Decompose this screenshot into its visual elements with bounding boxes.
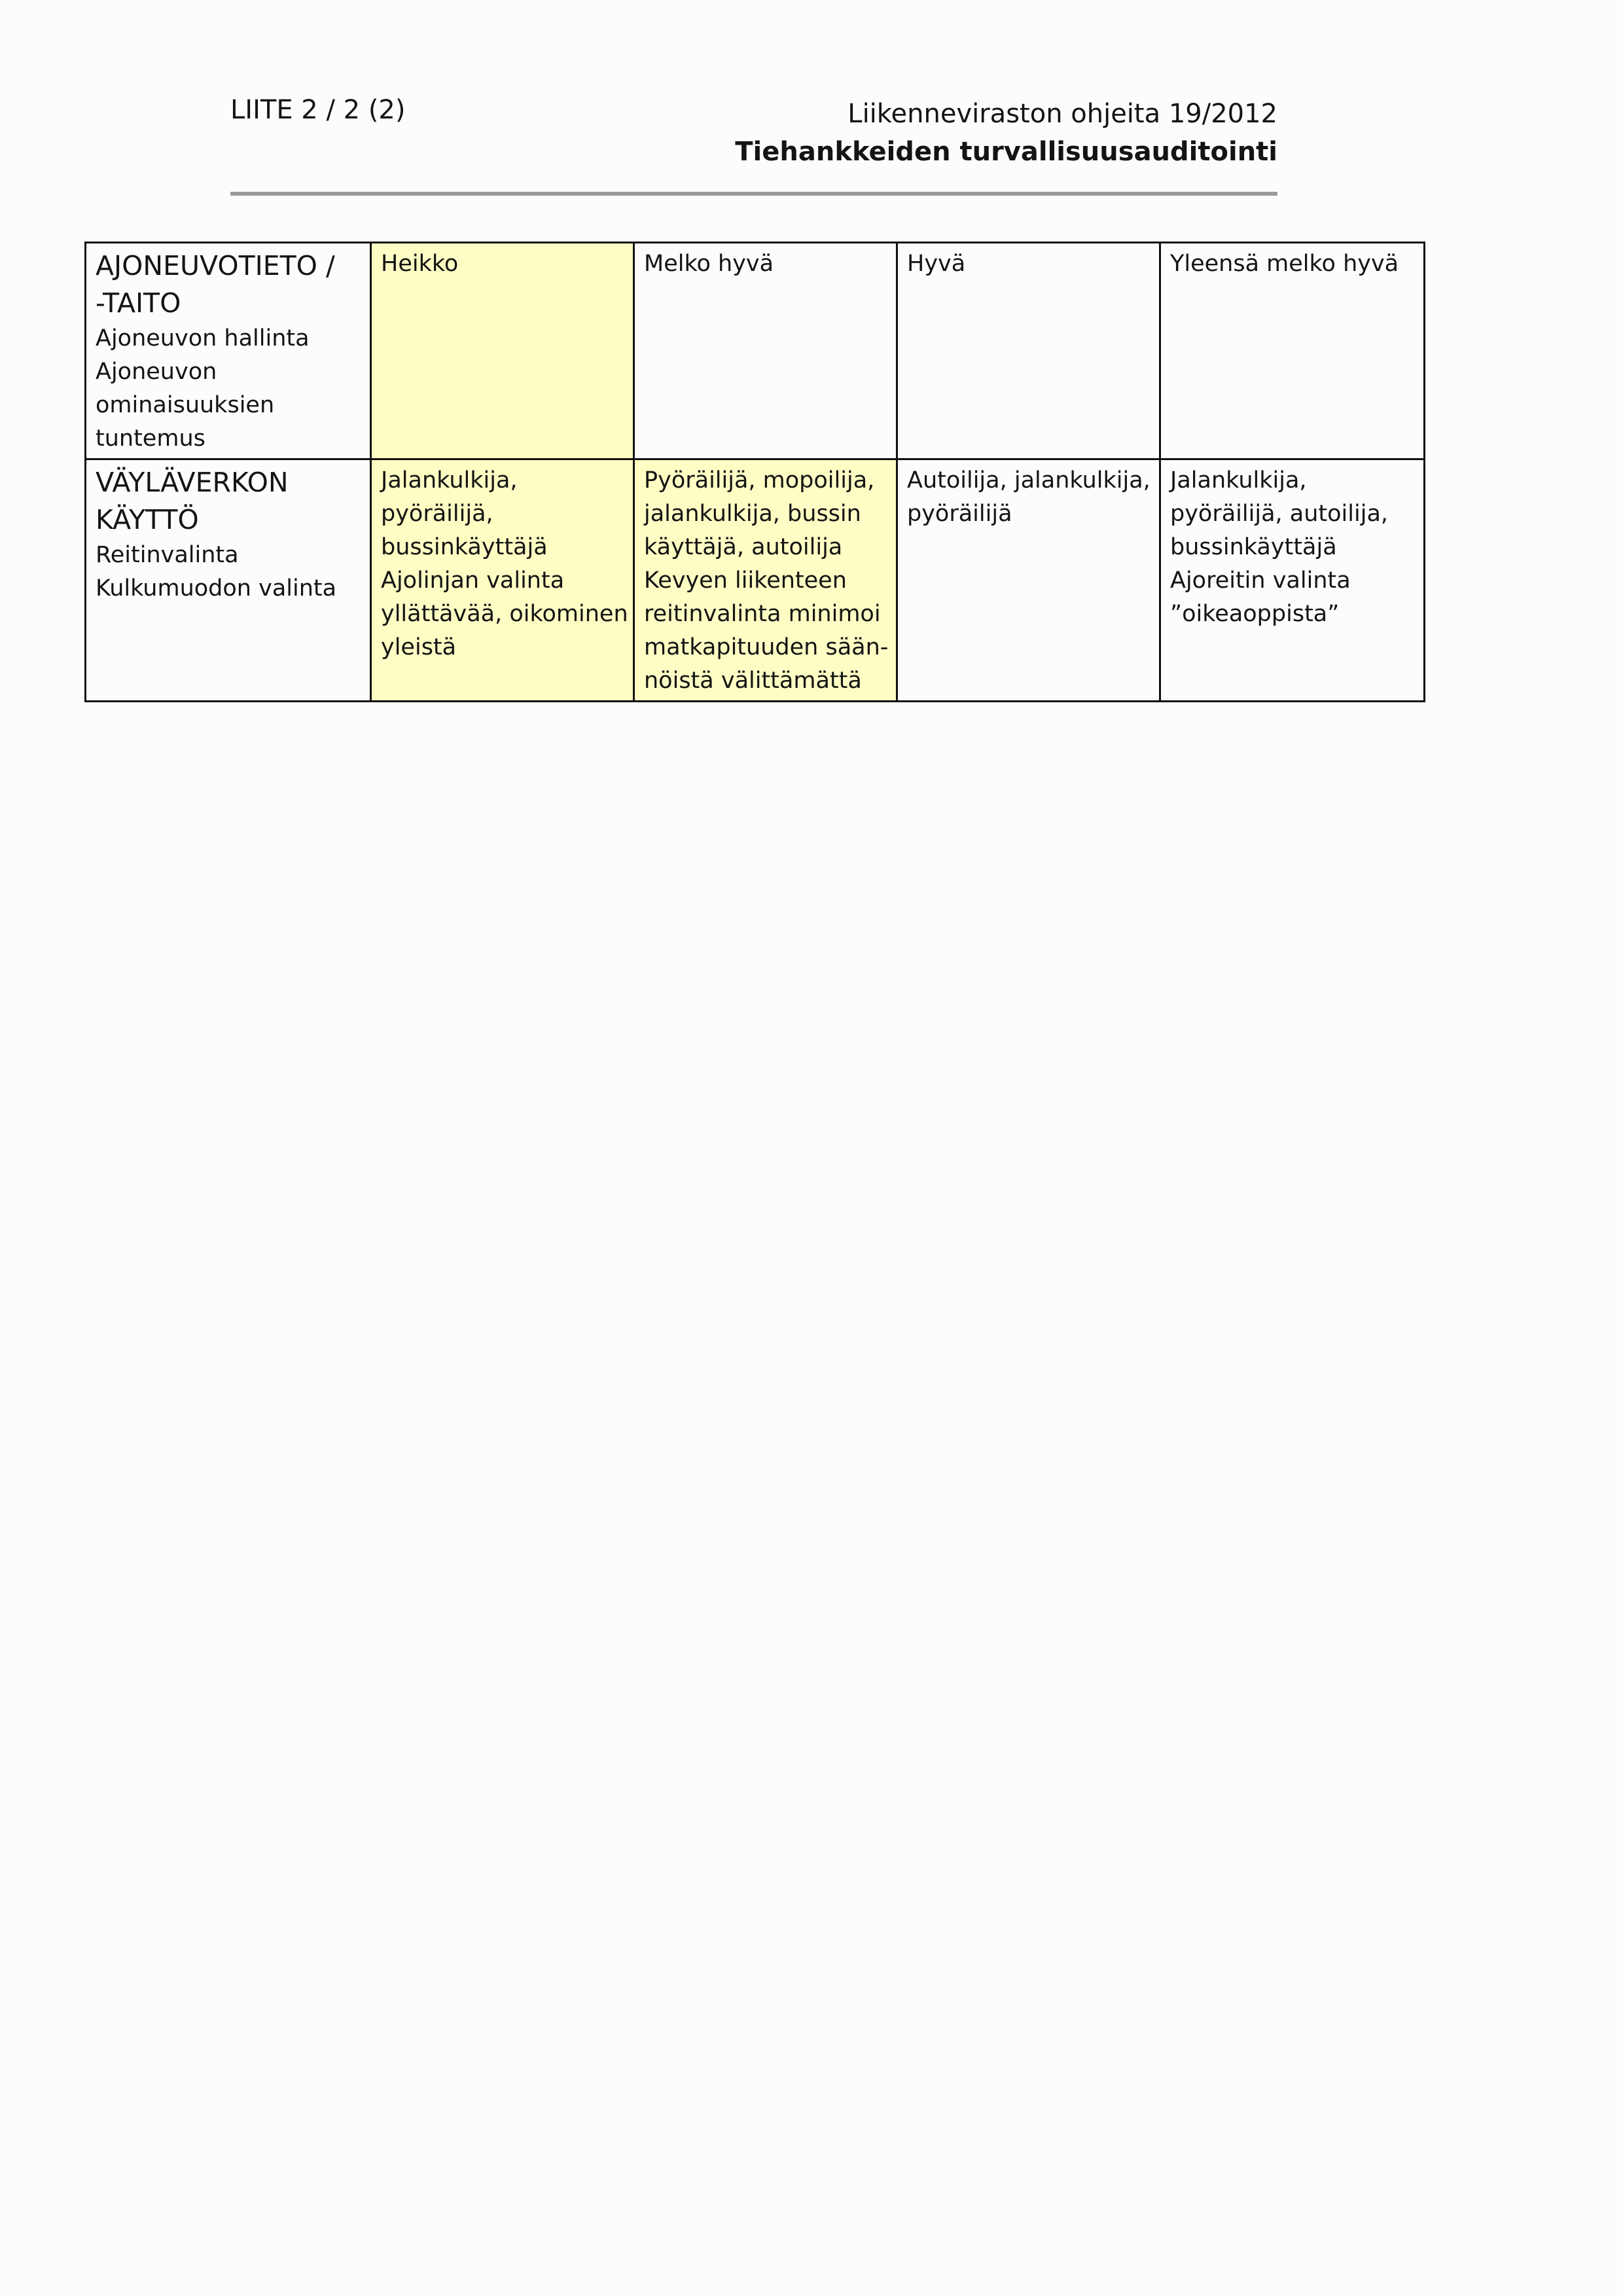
cell-line: Heikko (381, 251, 459, 277)
cell-line: bussinkäyttäjä (381, 534, 548, 560)
header-divider (230, 192, 1277, 196)
cell-line: Melko hyvä (644, 251, 774, 277)
document-title: Tiehankkeiden turvallisuusauditointi (735, 137, 1277, 167)
cell-line: Hyvä (907, 251, 966, 277)
cell-line: Jalankulkija, (381, 467, 518, 493)
table-cell (897, 459, 1160, 702)
cell-line: pyöräilijä, (381, 501, 493, 527)
cell-line: pyöräilijä (907, 501, 1012, 527)
category-detail-line: tuntemus (96, 425, 205, 452)
category-detail-line: Ajoneuvon hallinta (96, 325, 310, 351)
cell-line: yleistä (381, 634, 457, 660)
cell-line: Pyöräilijä, mopoilija, (644, 467, 875, 493)
appendix-label: LIITE 2 / 2 (2) (230, 95, 406, 125)
category-detail-line: Reitinvalinta (96, 542, 239, 568)
publication-label: Liikenneviraston ohjeita 19/2012 (847, 99, 1277, 129)
table-cell (634, 243, 897, 459)
cell-line: käyttäjä, autoilija (644, 534, 843, 560)
cell-line: matkapituuden sään- (644, 634, 889, 660)
cell-line: reitinvalinta minimoi (644, 601, 881, 627)
cell-line: Kevyen liikenteen (644, 567, 847, 594)
cell-line: bussinkäyttäjä (1170, 534, 1337, 560)
table-cell (1160, 459, 1425, 702)
category-title-line: AJONEUVOTIETO / (96, 250, 335, 281)
assessment-table (84, 242, 1425, 702)
cell-line: Ajoreitin valinta (1170, 567, 1351, 594)
category-title-line: VÄYLÄVERKON (96, 467, 289, 498)
table-row (86, 459, 1425, 702)
cell-line: yllättävää, oikominen (381, 601, 628, 627)
category-cell (86, 243, 371, 459)
table-cell (897, 243, 1160, 459)
category-detail-line: Kulkumuodon valinta (96, 575, 337, 601)
category-title-line: KÄYTTÖ (96, 504, 199, 535)
cell-line: nöistä välittämättä (644, 668, 862, 694)
category-detail-line: ominaisuuksien (96, 392, 275, 418)
table-cell (371, 243, 634, 459)
category-cell (86, 459, 371, 702)
category-detail-line: Ajoneuvon (96, 359, 217, 385)
table-row (86, 243, 1425, 459)
table-cell (371, 459, 634, 702)
cell-line: ”oikeaoppista” (1170, 601, 1340, 627)
cell-line: Jalankulkija, (1170, 467, 1307, 493)
table-cell (634, 459, 897, 702)
cell-line: Autoilija, jalankulkija, (907, 467, 1150, 493)
cell-line: Ajolinjan valinta (381, 567, 565, 594)
category-title-line: -TAITO (96, 287, 181, 319)
table-cell (1160, 243, 1425, 459)
cell-line: Yleensä melko hyvä (1170, 251, 1399, 277)
document-header (735, 95, 1277, 171)
cell-line: pyöräilijä, autoilija, (1170, 501, 1389, 527)
cell-line: jalankulkija, bussin (644, 501, 861, 527)
